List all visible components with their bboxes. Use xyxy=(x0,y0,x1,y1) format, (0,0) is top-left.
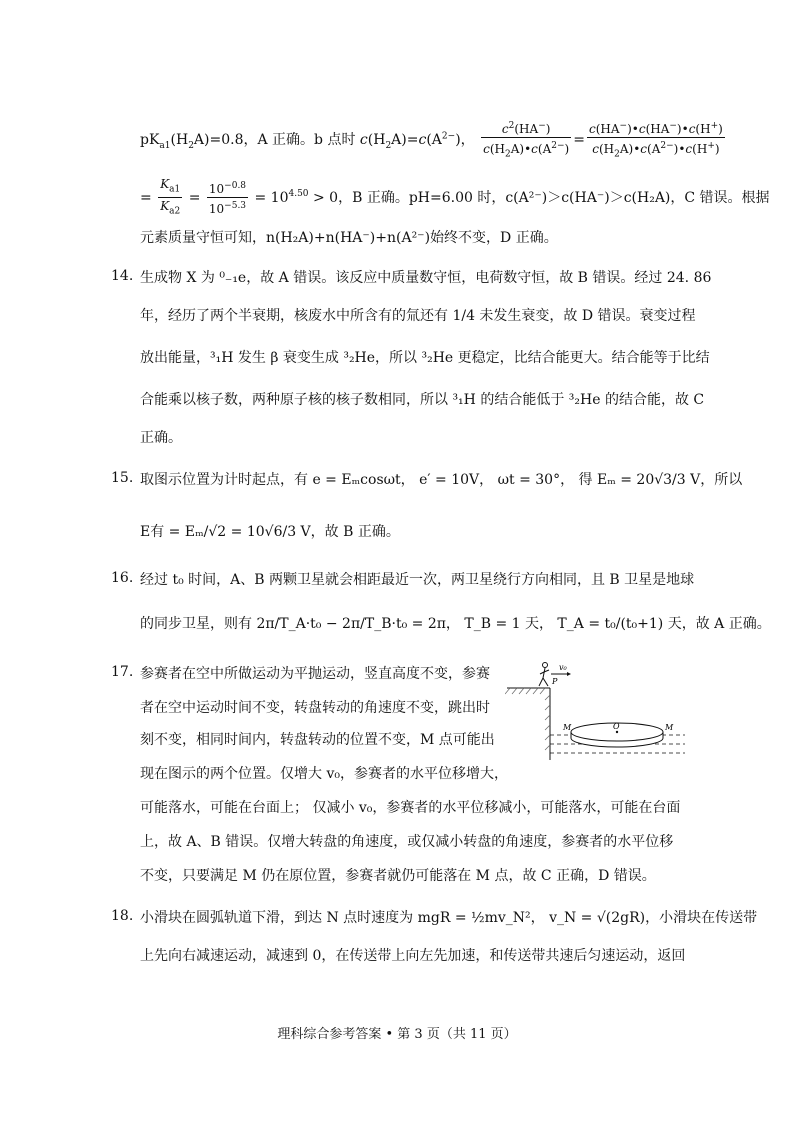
velocity-arrowhead xyxy=(567,672,571,676)
turntable-center xyxy=(616,731,618,733)
q16-number: 16. xyxy=(111,570,134,586)
q17-line-1: 参赛者在空中所做运动为平抛运动，竖直高度不变，参赛 xyxy=(140,666,490,682)
q14-line-4: 合能乘以核子数，两种原子核的核子数相同，所以 ³₁H 的结合能低于 ³₂He 的结合能，故 C xyxy=(140,392,705,408)
q17-line-4: 现在图示的两个位置。仅增大 v₀，参赛者的水平位移增大， xyxy=(140,766,508,782)
q14-number: 14. xyxy=(111,268,134,284)
q14-line-3: 放出能量，³₁H 发生 β 衰变生成 ³₂He，所以 ³₂He 更稳定，比结合能更大。结合能等于比结 xyxy=(140,350,710,366)
q18-number: 18. xyxy=(111,908,134,924)
q18-line-2: 上先向右减速运动，减速到 0，在传送带上向左先加速，和传送带共速后匀速运动，返回 xyxy=(140,948,686,964)
platform-hatching xyxy=(505,688,550,750)
q16-line-2: 的同步卫星，则有 2π/T_A·t₀ − 2π/T_B·t₀ = 2π， T_B = 1 天， T_A = t₀/(t₀+1) 天，故 A 正确。 xyxy=(140,616,771,632)
label-p: P xyxy=(552,677,558,686)
turntable-diagram xyxy=(505,660,685,765)
q17-line-2: 者在空中运动时间不变，转盘转动的角速度不变，跳出时 xyxy=(140,700,490,716)
q14-line-1: 生成物 X 为 ⁰₋₁e，故 A 错误。该反应中质量数守恒，电荷数守恒，故 B 错误。经过 24. 86 xyxy=(140,270,712,286)
q15-line-2: E有 = Eₘ/√2 = 10√6/3 V，故 B 正确。 xyxy=(140,524,400,540)
label-o: O xyxy=(613,722,620,731)
q17-number: 17. xyxy=(111,664,134,680)
label-m-right: M xyxy=(665,723,674,732)
q18-line-1: 小滑块在圆弧轨道下滑，到达 N 点时速度为 mgR = ½mv_N²， v_N = √(2gR)，小滑块在传送带 xyxy=(140,910,758,926)
label-v0: v₀ xyxy=(559,663,567,672)
q15-number: 15. xyxy=(111,470,134,486)
label-m-left: M xyxy=(563,723,572,732)
q13-line-1: $pK_{a1}(H_2A)=0.8$，A 正确。b 点时 $c(H_2A)=c(A^{2-})$， $\frac{c^2(HA^-)}{c(H_2A)•c(A^{2-})}$ = $\frac{c(HA^-)•c(HA^-)•c(H^+)}{c(H_2A)•c(A^{2-})•c(H^+)}$ xyxy=(140,118,727,162)
q14-line-5: 正确。 xyxy=(140,430,182,446)
q17-line-6: 上，故 A、B 错误。仅增大转盘的角速度，或仅减小转盘的角速度，参赛者的水平位移 xyxy=(140,834,674,850)
athlete-figure xyxy=(539,663,549,687)
q15-line-1: 取图示位置为计时起点，有 e = Eₘcosωt， e′ = 10V， ωt = 30°， 得 Eₘ = 20√3/3 V，所以 xyxy=(140,472,743,488)
q13-line-2: = $\frac{K_{a1}}{K_{a2}}$ = $\frac{10^{-0.8}}{10^{-5.3}}$ = $10^{4.50} > 0$，B 正确。pH=6.00 时，c(A²⁻)＞c(HA⁻)＞c(H₂A)，C 错误。根据 xyxy=(140,177,770,217)
q16-line-1: 经过 t₀ 时间，A、B 两颗卫星就会相距最近一次，两卫星绕行方向相同，且 B 卫星是地球 xyxy=(140,572,695,588)
q17-line-3: 刻不变，相同时间内，转盘转动的位置不变，M 点可能出 xyxy=(140,732,495,748)
q17-line-7: 不变，只要满足 M 仍在原位置，参赛者就仍可能落在 M 点，故 C 正确，D 错误。 xyxy=(140,868,656,884)
q17-line-5: 可能落水，可能在台面上； 仅减小 v₀，参赛者的水平位移减小，可能落水，可能在台面 xyxy=(140,800,681,816)
q13-line-3: 元素质量守恒可知，n(H₂A)+n(HA⁻)+n(A²⁻)始终不变，D 正确。 xyxy=(140,230,558,246)
q14-line-2: 年，经历了两个半衰期，核废水中所含有的氚还有 1/4 未发生衰变，故 D 错误。衰变过程 xyxy=(140,308,696,324)
page-footer: 理科综合参考答案 • 第 3 页（共 11 页） xyxy=(277,1027,517,1042)
